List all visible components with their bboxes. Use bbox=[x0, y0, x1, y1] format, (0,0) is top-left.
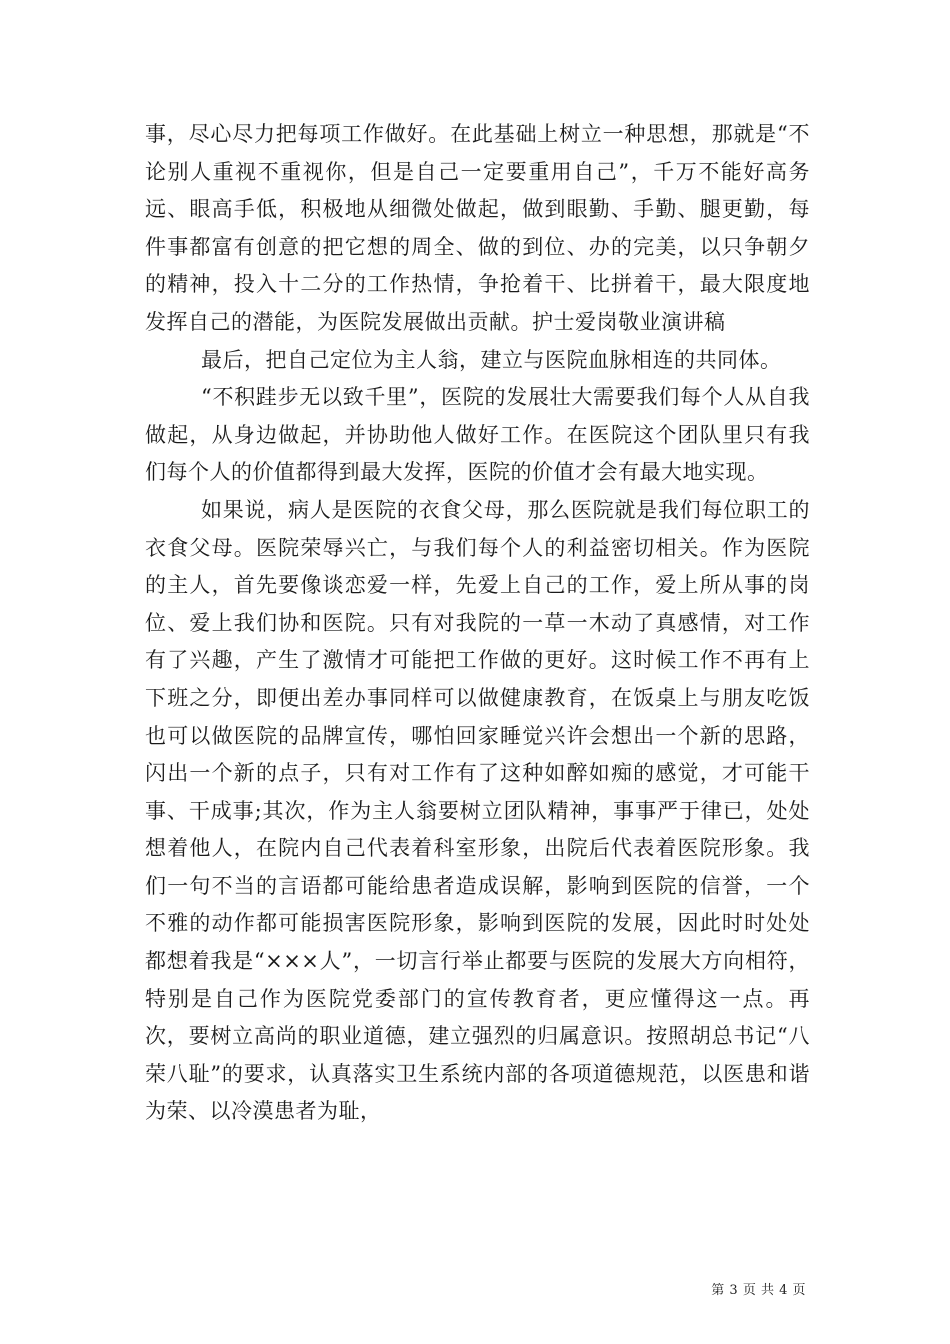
paragraph-2: 最后，把自己定位为主人翁，建立与医院血脉相连的共同体。 bbox=[201, 347, 782, 372]
paragraph-4: 如果说，病人是医院的衣食父母，那么医院就是我们每位职工的衣食父母。医院荣辱兴亡，与我们每个人的利益密切相关。作为医院的主人，首先要像谈恋爱一样，先爱上自己的工作，爱上所从事的岗位、爱上我们协和医院。只有对我院的一草一木动了真感情，对工作有了兴趣，产生了激情才可能把工作做的更好。这时候工作不再有上下班之分，即便出差办事同样可以做健康教育，在饭桌上与朋友吃饭也可以做医院的品牌宣传，哪怕回家睡觉兴许会想出一个新的思路，闪出一个新的点子，只有对工作有了这种如醉如痴的感觉，才可能干事、干成事;其次，作为主人翁要树立团队精神，事事严于律已，处处想着他人，在院内自己代表着科室形象，出院后代表着医院形象。我们一句不当的言语都可能给患者造成误解，影响到医院的信誉，一个不雅的动作都可能损害医院形象，影响到医院的发展，因此时时处处都想着我是“×××人”，一切言行举止都要与医院的发展大方向相符，特别是自己作为医院党委部门的宣传教育者，更应懂得这一点。再次，要树立高尚的职业道德，建立强烈的归属意识。按照胡总书记“八荣八耻”的要求，认真落实卫生系统内部的各项道德规范，以医患和谐为荣、以冷漠患者为耻， bbox=[145, 497, 810, 1124]
body-text bbox=[145, 116, 810, 1131]
page-number-footer: 第 3 页 共 4 页 bbox=[711, 1283, 806, 1298]
paragraph-3: “不积跬步无以致千里”，医院的发展壮大需要我们每个人从自我做起，从身边做起，并协助他人做好工作。在医院这个团队里只有我们每个人的价值都得到最大发挥，医院的价值才会有最大地实现。 bbox=[145, 385, 810, 485]
paragraph-1: 事，尽心尽力把每项工作做好。在此基础上树立一种思想，那就是“不论别人重视不重视你，但是自己一定要重用自己”，千万不能好高务远、眼高手低，积极地从细微处做起，做到眼勤、手勤、腿更勤，每件事都富有创意的把它想的周全、做的到位、办的完美，以只争朝夕的精神，投入十二分的工作热情，争抢着干、比拼着干，最大限度地发挥自己的潜能，为医院发展做出贡献。护士爱岗敬业演讲稿 bbox=[145, 122, 810, 334]
